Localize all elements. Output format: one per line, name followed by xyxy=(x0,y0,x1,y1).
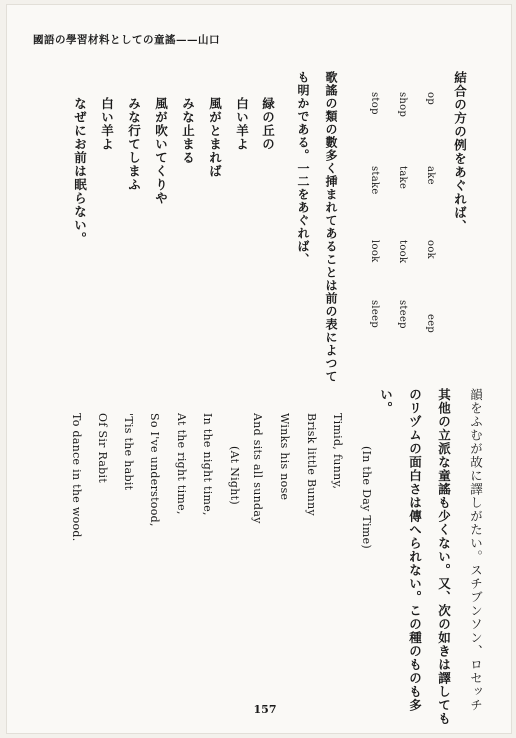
left-poem-line-6: みな行てしまふ xyxy=(126,97,142,192)
word-col-1-d: eep xyxy=(425,314,436,334)
word-col-3-c: look xyxy=(369,240,380,263)
left-poem-line-1: 緑の丘の xyxy=(260,97,276,151)
left-poem-line-5: 風が吹いてくりや xyxy=(153,97,169,205)
poem-line: So I've understood, xyxy=(148,413,161,527)
poem-line: Of Sir Rabit xyxy=(96,413,109,484)
poem-line: Timid, funny, xyxy=(331,413,344,490)
poem-line: To dance in the wood. xyxy=(70,413,83,542)
word-col-2-d: steep xyxy=(397,300,408,329)
mid-paragraph-line-3: も明かである。一二をあぐれば、 xyxy=(296,71,310,266)
poem-line: At the right time, xyxy=(175,413,188,515)
poem-line: In the night time, xyxy=(201,413,214,516)
right-paragraph-line-4: い。 xyxy=(378,388,394,415)
word-col-1-c: ook xyxy=(425,240,436,260)
word-col-2-c: took xyxy=(397,240,408,264)
left-poem-line-7: 白い羊よ xyxy=(99,97,115,151)
word-col-3-d: sleep xyxy=(369,300,380,329)
right-paragraph-line-2: 其他の立派な童謠も少くない。又、次の如きは譯しても xyxy=(436,388,452,726)
poem-line: 'Tis the habit xyxy=(122,413,135,491)
word-col-1-b: ake xyxy=(425,166,436,185)
page xyxy=(6,4,512,734)
left-poem-line-3: 風がとまれば xyxy=(207,97,223,178)
word-col-3-b: stake xyxy=(369,166,380,195)
poem-line: Brisk little Bunny xyxy=(305,413,318,517)
mid-paragraph-line-2: 歌謠の類の數多く挿まれてあることは前の表によつて xyxy=(324,71,338,383)
poem-line: And sits all sunday xyxy=(251,413,264,524)
right-paragraph-line-3: のリヅムの面白さは傳へられない。この種のものも多 xyxy=(407,388,423,712)
poem-line: Winks his nose xyxy=(278,413,291,501)
word-col-2-a: shop xyxy=(397,92,408,118)
word-col-3-a: stop xyxy=(369,92,380,115)
left-poem-line-2: 白い羊よ xyxy=(234,97,250,151)
word-col-2-b: take xyxy=(397,166,408,190)
poem-title-day: (In the Day Time) xyxy=(360,446,373,550)
word-col-1-a: op xyxy=(425,92,436,106)
poem-title-night: (At Night) xyxy=(228,446,241,505)
page-number: 157 xyxy=(253,703,277,716)
right-paragraph-line-1: 韻をふむが故に譯しがたい。スチブンソン、ロセッチ xyxy=(468,388,484,712)
running-header: 國語の學習材料としての童謠——山口 xyxy=(33,34,220,46)
left-poem-line-8: なぜにお前は眠らない。 xyxy=(72,97,88,246)
left-poem-line-4: みな止まる xyxy=(180,97,196,165)
mid-paragraph-line-1: 結合の方の例をあぐれば、 xyxy=(452,71,468,233)
